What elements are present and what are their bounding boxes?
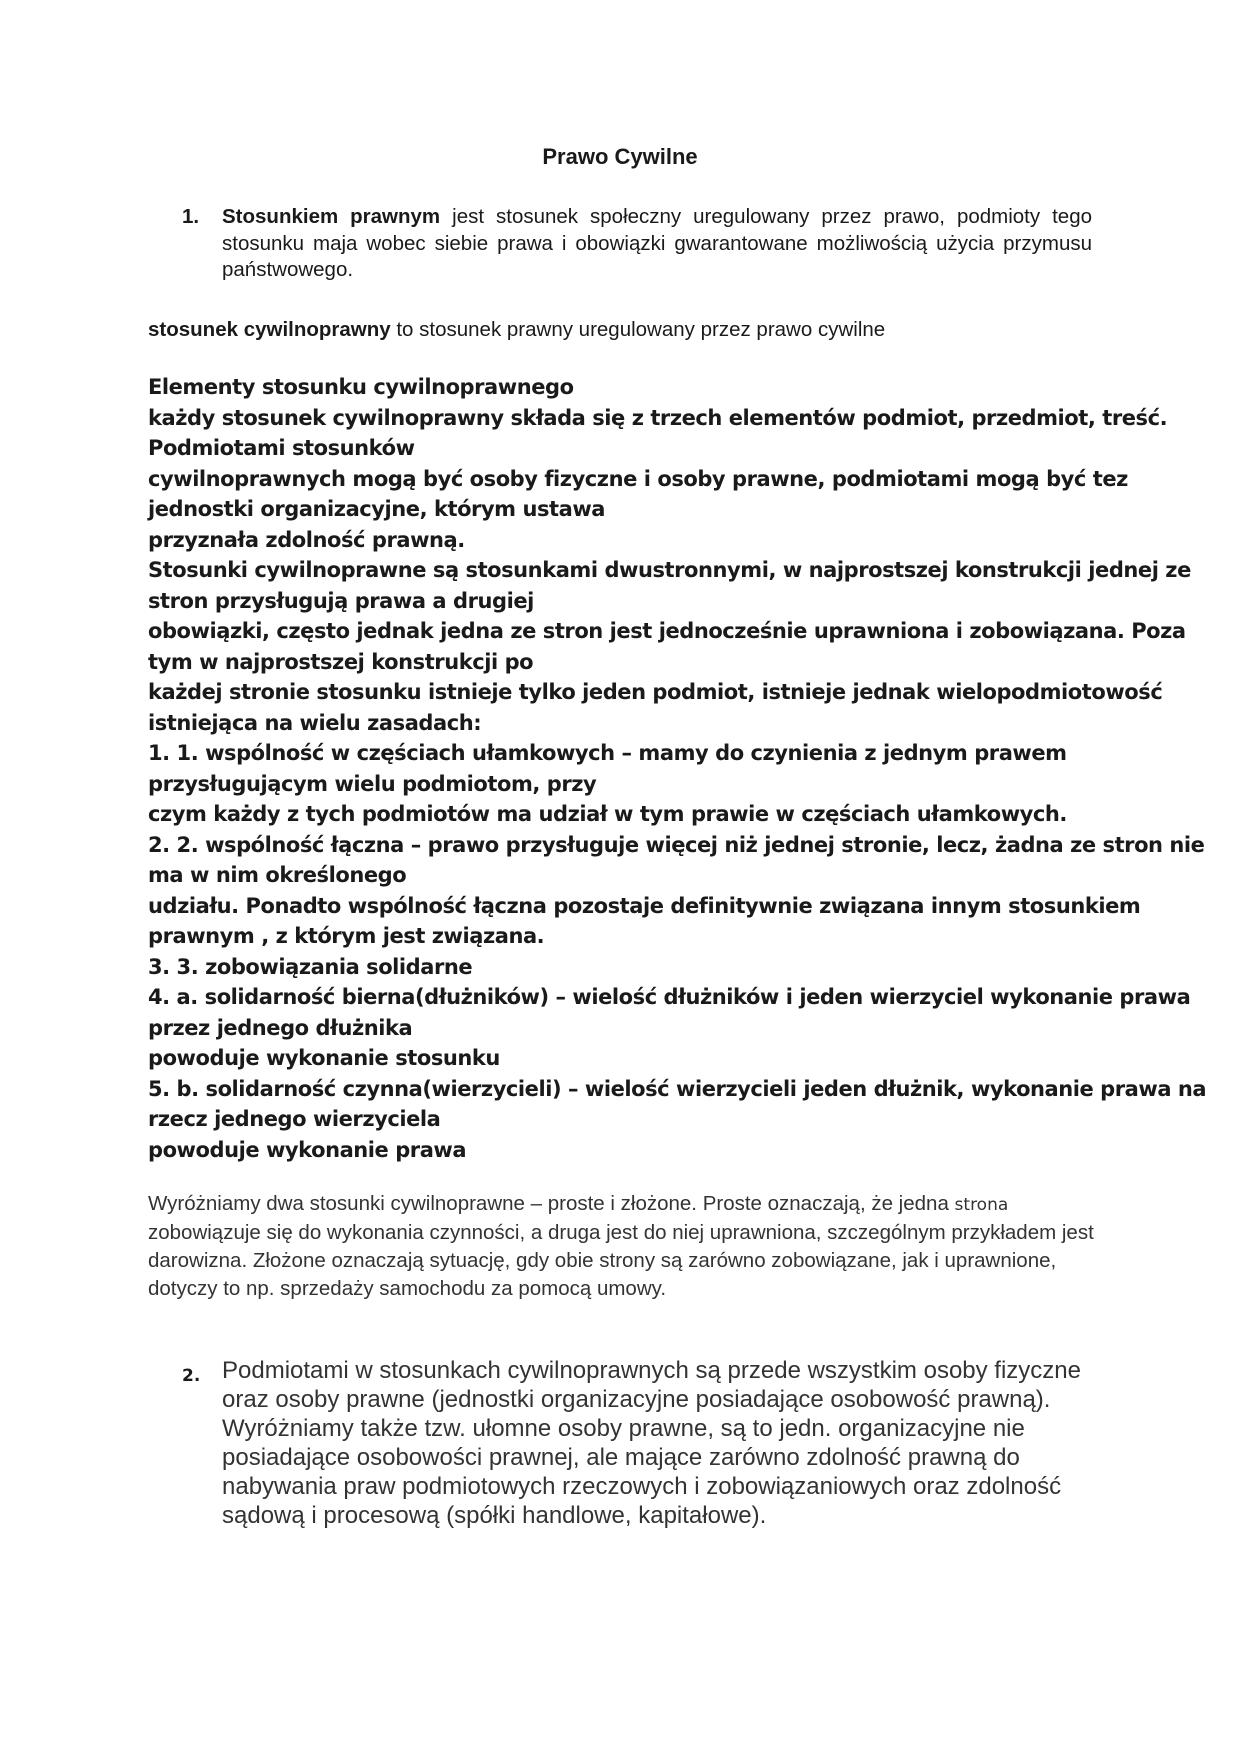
text-line: 2. 2. wspólność łączna – prawo przysługuje więcej niż jednej stronie, lecz, żadna ze stron nie	[148, 832, 1205, 857]
text-line: powoduje wykonanie stosunku	[148, 1046, 500, 1070]
paragraph-text: Wyróżniamy dwa stosunki cywilnoprawne – proste i złożone. Proste oznaczają, że jedna	[148, 1192, 955, 1215]
definition-text: to stosunek prawny uregulowany przez prawo cywilne	[390, 318, 886, 341]
text-line: udziału. Ponadto wspólność łączna pozostaje definitywnie związana innym stosunkiem	[148, 893, 1141, 918]
text-line: 1. 1. wspólność w częściach ułamkowych – mamy do czynienia z jednym prawem	[148, 741, 1067, 765]
text-line: 3. 3. zobowiązania solidarne	[148, 954, 473, 979]
text-line: Stosunki cywilnoprawne są stosunkami dwustronnymi, w najprostszej konstrukcji jednej ze	[148, 558, 1191, 582]
relations-types-paragraph	[148, 1190, 1098, 1303]
text-line: jednostki organizacyjne, którym ustawa	[148, 497, 606, 521]
text-line: stron przysługują prawa a drugiej	[148, 588, 534, 613]
item-text: jest stosunek społeczny uregulowany przez prawo, podmioty tego stosunku maja wobec siebie prawa i obowiązki gwarantowane możliwością użycia przymusu państwowego.	[222, 205, 1092, 281]
text-line: rzecz jednego wierzyciela	[148, 1107, 441, 1131]
text-line: istniejąca na wielu zasadach:	[148, 710, 482, 735]
list-number: 1.	[182, 205, 200, 228]
text-line: prawnym , z którym jest związana.	[148, 924, 545, 948]
text-line: tym w najprostszej konstrukcji po	[148, 649, 534, 674]
text-line: Elementy stosunku cywilnoprawnego	[148, 375, 574, 399]
definition-term: stosunek cywilnoprawny	[148, 318, 391, 341]
list-item-body: Podmiotami w stosunkach cywilnoprawnych są przede wszystkim osoby fizyczne oraz osoby prawne (jednostki organizacyjne posiadające osobowość prawną). Wyróżniamy także tzw. ułomne osoby prawne, są to jedn. organizacyjne nie posiadające osobowości prawnej, ale mające zarówno zdolność prawną do nabywania praw podmiotowych rzeczowych i zobowiązaniowych oraz zdolność sądową i procesową (spółki handlowe, kapitałowe).	[222, 1357, 1081, 1529]
text-line: 4. a. solidarność bierna(dłużników) – wielość dłużników i jeden wierzyciel wykonanie prawa	[148, 985, 1191, 1009]
text-line: 5. b. solidarność czynna(wierzycieli) – wielość wierzycieli jeden dłużnik, wykonanie prawa na	[148, 1076, 1207, 1101]
page-title: Prawo Cywilne	[542, 144, 698, 169]
text-line: powoduje wykonanie prawa	[148, 1137, 467, 1162]
text-line: ma w nim określonego	[148, 863, 407, 887]
text-line: przysługującym wielu podmiotom, przy	[148, 771, 597, 796]
text-line: przez jednego dłużnika	[148, 1015, 413, 1040]
strona-word: strona	[954, 1195, 1009, 1215]
text-line: każdej stronie stosunku istnieje tylko jeden podmiot, istnieje jednak wielopodmiotowość	[148, 680, 1163, 704]
text-line: cywilnoprawnych mogą być osoby fizyczne i osoby prawne, podmiotami mogą być tez	[148, 466, 1128, 491]
text-line: przyznała zdolność prawną.	[148, 527, 465, 552]
text-line: Podmiotami stosunków	[148, 436, 415, 460]
list-number: 2.	[182, 1366, 201, 1386]
elements-section	[148, 372, 1207, 1165]
text-line: obowiązki, często jednak jedna ze stron jest jednocześnie uprawniona i zobowiązana. Poza	[148, 619, 1186, 643]
text-line: każdy stosunek cywilnoprawny składa się z trzech elementów podmiot, przedmiot, treść.	[148, 405, 1168, 430]
text-line: czym każdy z tych podmiotów ma udział w tym prawie w częściach ułamkowych.	[148, 802, 1067, 826]
paragraph-text: zobowiązuje się do wykonania czynności, a druga jest do niej uprawniona, szczególnym przykładem jest darowizna. Złożone oznaczają sytuację, gdy obie strony są zarówno zobowiązane, jak i uprawnione, dotyczy to np. sprzedaży samochodu za pomocą umowy.	[148, 1221, 1094, 1300]
definition-paragraph	[148, 317, 1098, 343]
bold-term: Stosunkiem prawnym	[222, 205, 441, 228]
list-item-body	[222, 204, 1092, 284]
